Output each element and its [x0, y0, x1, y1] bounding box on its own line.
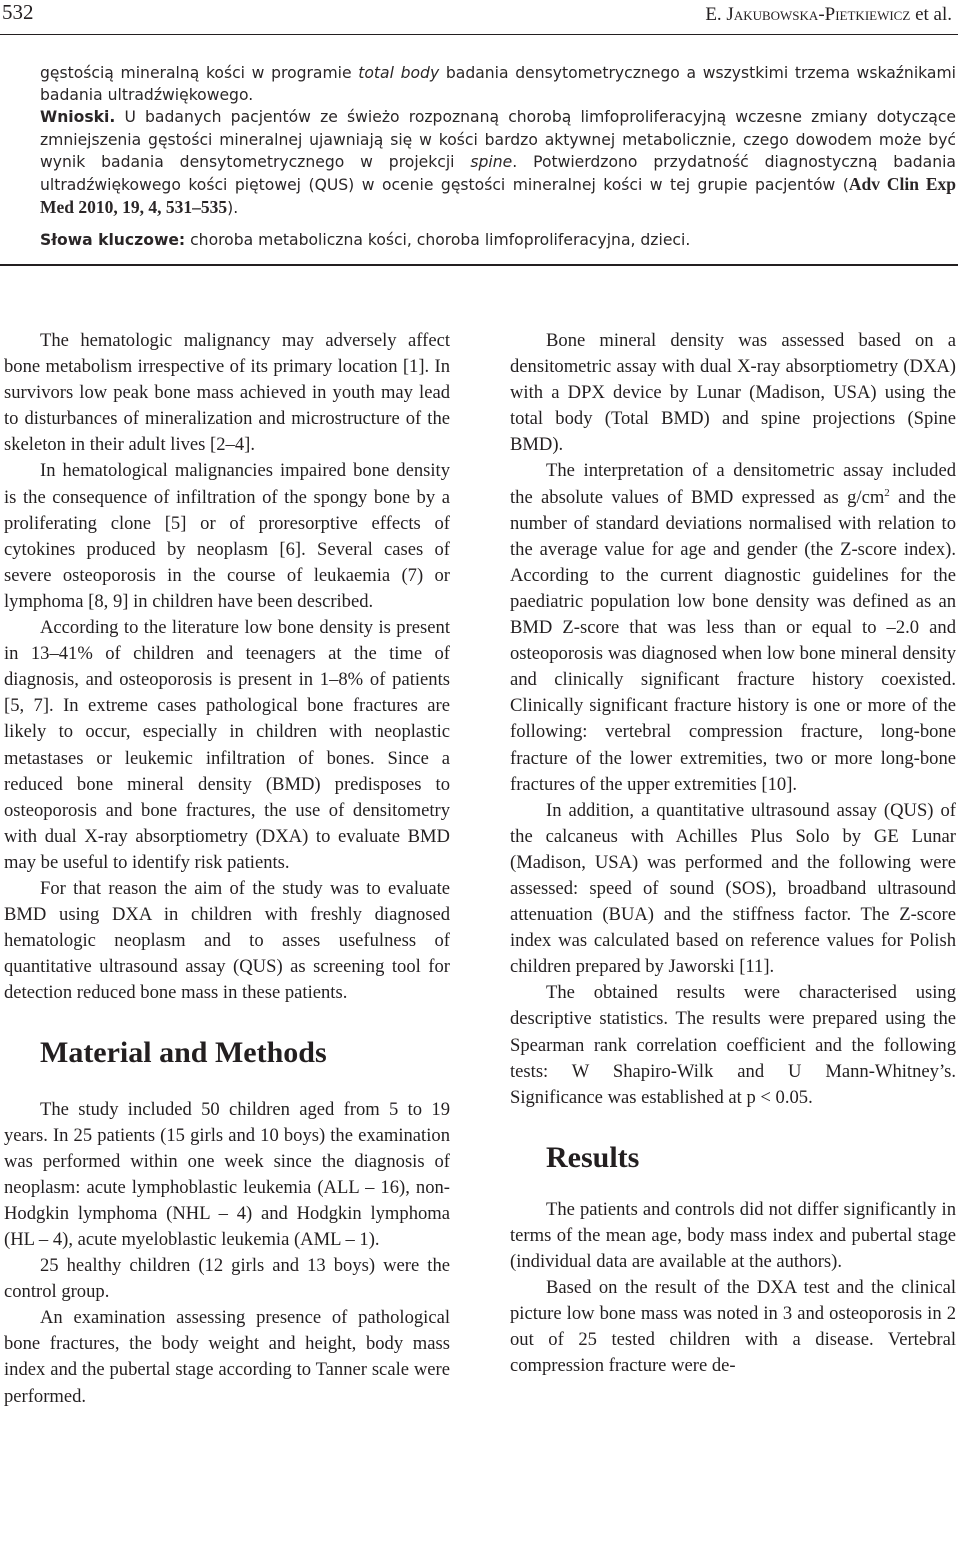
keywords-label: Słowa kluczowe: — [40, 231, 186, 250]
paragraph: In hematological malignancies impaired bone density is the consequence of infiltration of the spongy bone by a proliferating clone [5] or of proresorptive effects of cytokines produced by neoplasm [6]. Several cases of severe osteoporosis in the course of leukaemia (7) or lymphoma [8, 9] in children have been described. — [4, 460, 450, 612]
right-column — [510, 328, 956, 1380]
paragraph: 25 healthy children (12 girls and 13 boys) were the control group. — [4, 1255, 450, 1303]
section-heading-results: Results — [546, 1140, 640, 1174]
paragraph: Based on the result of the DXA test and the clinical picture low bone mass was noted in 3 and osteoporosis in 2 out of 25 tested children with a disease. Vertebral compression fracture were de- — [510, 1277, 956, 1377]
abstract-block — [40, 62, 956, 252]
paragraph: The patients and controls did not differ significantly in terms of the mean age, body mass index and pubertal stage (individual data are available at the authors). — [510, 1198, 956, 1273]
abstract-keywords: Słowa kluczowe: choroba metaboliczna kości, choroba limfoproliferacyjna, dzieci. — [40, 231, 691, 250]
abstract-conclusions: Wnioski. U badanych pacjentów ze świeżo rozpoznaną chorobą limfoproliferacyjną wczesne zmiany dotyczące zmniejszenia gęstości mineralnej ujawniają się w kości bardzo aktywnej metabolicznie, czego dowodem może być wynik badania densytometrycznego w projekcji spine. Potwierdzono przydatność diagnostyczną badania ultradźwiękowego kości piętowej (QUS) w ocenie gęstości mineralnej kości w tej grupie pacjentów (Adv Clin Exp Med 2010, 19, 4, 531–535). — [40, 108, 956, 218]
journal-citation: Adv Clin Exp Med 2010, 19, 4, 531–535 — [40, 174, 956, 218]
abstract-rule — [0, 264, 958, 266]
left-column — [4, 328, 450, 1410]
paragraph: The study included 50 children aged from 5 to 19 years. In 25 patients (15 girls and 10 boys) the examination was performed within one week since the diagnosis of neoplasm: acute lymphoblastic leukemia (ALL – 16), non-Hodgkin lymphoma (NHL – 4) and Hodgkin lymphoma (HL – 4), acute myeloblastic leukemia (AML – 1). — [4, 1098, 450, 1250]
paragraph: An examination assessing presence of pathological bone fractures, the body weight and height, body mass index and the pubertal stage according to Tanner scale were performed. — [4, 1307, 450, 1407]
paragraph: The obtained results were characterised using descriptive statistics. The results were prepared using the Spearman rank correlation coefficient and the following tests: W Shapiro-Wilk and U Mann-Whitney’s. Significance was established at p < 0.05. — [510, 982, 956, 1108]
paragraph: For that reason the aim of the study was to evaluate BMD using DXA in children with freshly diagnosed hematologic neoplasm and to asses usefulness of quantitative ultrasound assay (QUS) as screening tool for detection reduced bone mass in these patients. — [4, 877, 450, 1004]
paragraph: Bone mineral density was assessed based on a densitometric assay with dual X-ray absorptiometry (DXA) with a DPX device by Lunar (Madison, USA) using the total body (Total BMD) and spine projections (Spine BMD). — [510, 330, 956, 456]
section-heading-methods: Material and Methods — [40, 1036, 327, 1070]
paragraph: In addition, a quantitative ultrasound assay (QUS) of the calcaneus with Achilles Plus Solo by GE Lunar (Madison, USA) was performed and the following were assessed: speed of sound (SOS), broadband ultrasound attenuation (BUA) and the stiffness factor. The Z-score index was calculated based on reference values for Polish children prepared by Jaworski [11]. — [510, 799, 956, 978]
paragraph: According to the literature low bone density is present in 13–41% of children and teenagers at the time of diagnosis, and osteoporosis is present in 1–8% of patients [5, 7]. In extreme cases pathological bone fractures are likely to occur, especially in children with neoplastic metastases or leukemic infiltration of bones. Since a reduced bone mineral density (BMD) predisposes to osteoporosis and bone fractures, the use of densitometry with dual X-ray absorptiometry (DXA) to evaluate BMD may be useful to identify risk patients. — [4, 617, 450, 873]
paragraph: The interpretation of a densitometric assay included the absolute values of BMD expressed as $g/cm^2$ and the number of standard deviations normalised with relation to the average value for age and gender (the Z-score index). According to the current diagnostic guidelines for the paediatric population low bone density was defined as an BMD Z-score that was less than or equal to –2.0 and osteoporosis was diagnosed when low bone mineral density and clinically significant fracture history coexisted. Clinically significant fracture history is one or more of the following: vertebral compression fracture, long-bone fracture of the lower extremities, two or more long-bone fractures of the upper extremities [10]. — [510, 460, 956, 795]
page-number: 532 — [2, 0, 34, 24]
conclusions-label: Wnioski. — [40, 108, 116, 127]
paragraph: The hematologic malignancy may adversely affect bone metabolism irrespective of its primary location [1]. In survivors low peak bone mass achieved in youth may lead to disturbances of mineralization and microstructure of the skeleton in their adult lives [2–4]. — [4, 330, 450, 456]
page-header — [0, 0, 960, 32]
abstract-results-tail: gęstością mineralną kości w programie total body badania densytometrycznego a wszystkimi trzema wskaźnikami badania ultradźwiękowego. — [40, 64, 956, 105]
header-rule — [0, 34, 958, 35]
running-head: E. Jakubowska-Pietkiewicz et al. — [705, 4, 952, 25]
